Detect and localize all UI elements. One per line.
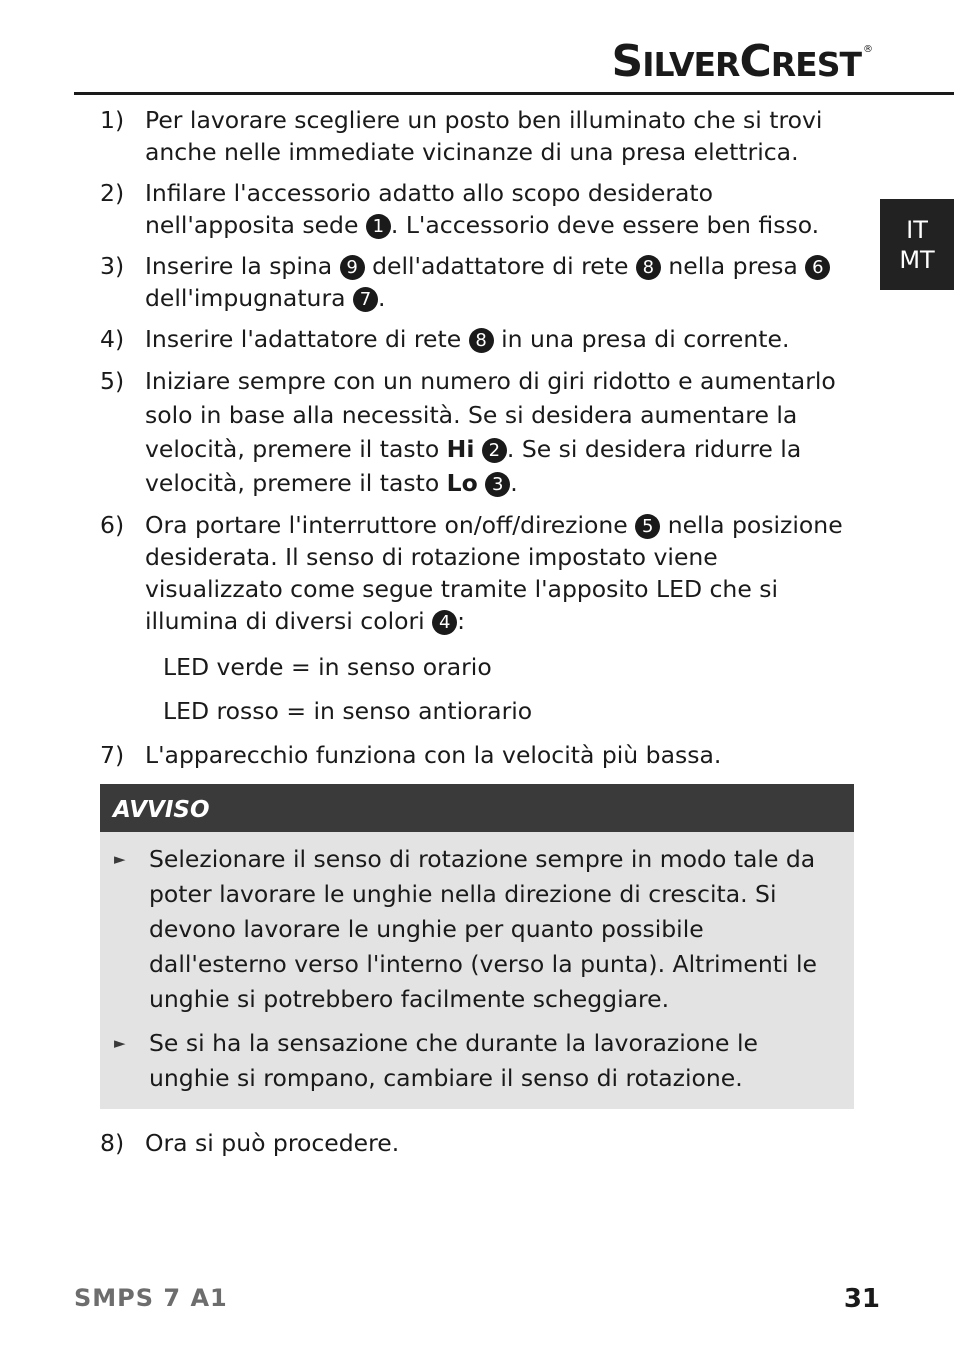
language-code-mt: MT: [899, 246, 935, 274]
step-5: [100, 364, 860, 500]
step-text: nella presa: [660, 252, 806, 280]
step-number: 4): [100, 325, 125, 353]
step-text: dell'adattatore di rete: [364, 252, 636, 280]
step-text: Ora si può procedere.: [145, 1129, 400, 1157]
notice-body: [100, 832, 854, 1109]
step-6: [100, 509, 860, 637]
step-text: Per lavorare scegliere un posto ben illuminato che si trovi anche nelle immediate vicinanze di una presa elettrica.: [145, 106, 823, 166]
led-red-line: LED rosso = in senso antiorario: [163, 697, 533, 725]
header-rule: [74, 92, 954, 95]
language-tab: [880, 199, 954, 290]
reference-number-badge: 7: [353, 287, 378, 312]
step-number: 5): [100, 367, 125, 395]
silvercrest-logo: SILVERCREST ®: [611, 36, 872, 87]
step-number: 1): [100, 106, 125, 134]
arrow-bullet-icon: ►: [114, 850, 126, 868]
step-text: in una presa di corrente.: [493, 325, 790, 353]
notice-box: [100, 784, 854, 1109]
step-text: Ora portare l'interruttore on/off/direzione: [145, 511, 636, 539]
step-text: .: [510, 469, 518, 497]
step-number: 8): [100, 1129, 125, 1157]
notice-item-text: Se si ha la sensazione che durante la lavorazione le unghie si rompano, cambiare il senso di rotazione.: [149, 1029, 758, 1092]
arrow-bullet-icon: ►: [114, 1034, 126, 1052]
led-green-line: LED verde = in senso orario: [163, 653, 492, 681]
reference-number-badge: 6: [805, 255, 830, 280]
step-number: 3): [100, 252, 125, 280]
step-4: [100, 323, 860, 355]
reference-number-badge: 4: [432, 610, 457, 635]
step-number: 2): [100, 179, 125, 207]
reference-number-badge: 8: [636, 255, 661, 280]
step-2: [100, 177, 860, 241]
step-text: nella posizione desiderata. Il senso di rotazione impostato viene visualizzato come segue tramite l'apposito LED che si illumina di diversi colori: [145, 511, 843, 635]
hi-key-label: Hi: [446, 435, 475, 463]
step-text: Inserire l'adattatore di rete: [145, 325, 469, 353]
reference-number-badge: 3: [485, 472, 510, 497]
notice-item: [114, 1026, 824, 1096]
step-7: [100, 739, 860, 771]
step-number: 7): [100, 741, 125, 769]
reference-number-badge: 9: [340, 255, 365, 280]
page-number: 31: [843, 1284, 880, 1314]
step-text: Infilare l'accessorio adatto allo scopo desiderato nell'apposita sede: [145, 179, 714, 239]
lo-key-label: Lo: [446, 469, 478, 497]
step-text: .: [377, 284, 386, 312]
notice-item: [114, 842, 824, 1017]
step-number: 6): [100, 511, 125, 539]
reference-number-badge: 5: [635, 514, 660, 539]
step-text: Inserire la spina: [145, 252, 340, 280]
step-text: L'apparecchio funziona con la velocità più bassa.: [145, 741, 722, 769]
reference-number-badge: 1: [366, 214, 391, 239]
reference-number-badge: 2: [482, 438, 507, 463]
step-text: . L'accessorio deve essere ben fisso.: [390, 211, 820, 239]
step-text: :: [457, 607, 466, 635]
step-1: [100, 104, 860, 168]
step-8: [100, 1127, 860, 1159]
reference-number-badge: 8: [469, 328, 494, 353]
notice-title: AVVISO: [100, 784, 854, 832]
step-3: [100, 250, 860, 314]
step-text: dell'impugnatura: [145, 284, 353, 312]
step-text: Iniziare sempre con un numero di giri ridotto e aumentarlo solo in base alla necessità. Se si desidera aumentare la velocità, premere il tasto: [145, 367, 836, 463]
model-number: SMPS 7 A1: [74, 1284, 228, 1312]
notice-item-text: Selezionare il senso di rotazione sempre in modo tale da poter lavorare le unghie nella direzione di crescita. Si devono lavorare le unghie per quanto possibile dall'esterno verso l'interno (verso la punta). Altrimenti le unghie si potrebbero facilmente scheggiare.: [149, 845, 817, 1013]
step-text: . Se si desidera ridurre la velocità, premere il tasto: [145, 435, 802, 497]
instructions: [100, 104, 860, 1168]
language-code-it: IT: [906, 216, 928, 244]
